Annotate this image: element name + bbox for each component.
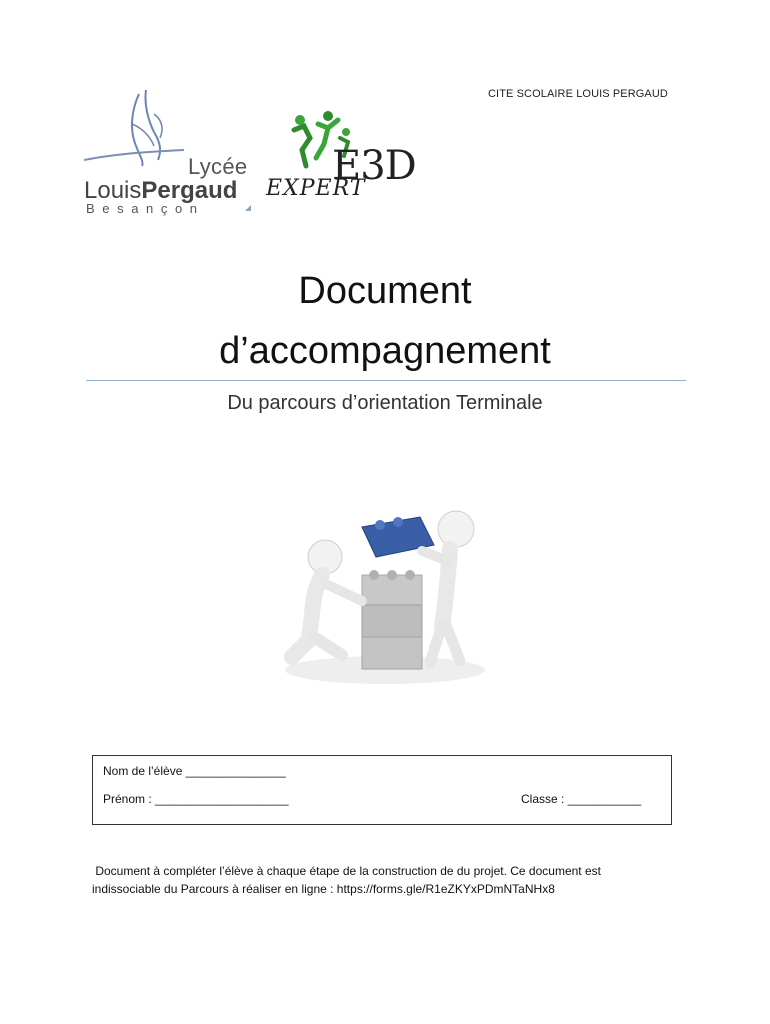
instructions-note-line-1: Document à compléter l’élève à chaque étape de la construction de du projet. Ce document est bbox=[92, 864, 601, 878]
student-firstname-field[interactable]: Prénom : ____________________ bbox=[103, 792, 289, 806]
document-title-line-2: d’accompagnement bbox=[219, 330, 551, 372]
lycee-name-second: Pergaud bbox=[141, 177, 238, 204]
lycee-name-first: Louis bbox=[84, 177, 142, 204]
student-class-field[interactable]: Classe : ___________ bbox=[521, 792, 642, 806]
instructions-note bbox=[92, 862, 692, 898]
lycee-city: Besançon bbox=[86, 201, 205, 216]
logo-corner-triangle-icon bbox=[245, 205, 251, 211]
student-info-box bbox=[92, 755, 672, 825]
teamwork-bricks-illustration-icon bbox=[270, 505, 500, 705]
header-organization: CITE SCOLAIRE LOUIS PERGAUD bbox=[488, 88, 668, 100]
e3d-logo-expert: EXPERT bbox=[266, 176, 366, 201]
document-title-line-1: Document bbox=[298, 270, 472, 312]
lycee-word: Lycée bbox=[188, 154, 248, 179]
document-subtitle: Du parcours d’orientation Terminale bbox=[227, 392, 543, 414]
instructions-note-line-2: indissociable du Parcours à réaliser en ligne : https://forms.gle/R1eZKYxPDmNTaNHx8 bbox=[92, 882, 555, 896]
title-underline bbox=[86, 380, 686, 381]
e3d-logo-text: E3D bbox=[332, 143, 416, 189]
student-name-field[interactable]: Nom de l’élève _______________ bbox=[103, 764, 286, 778]
